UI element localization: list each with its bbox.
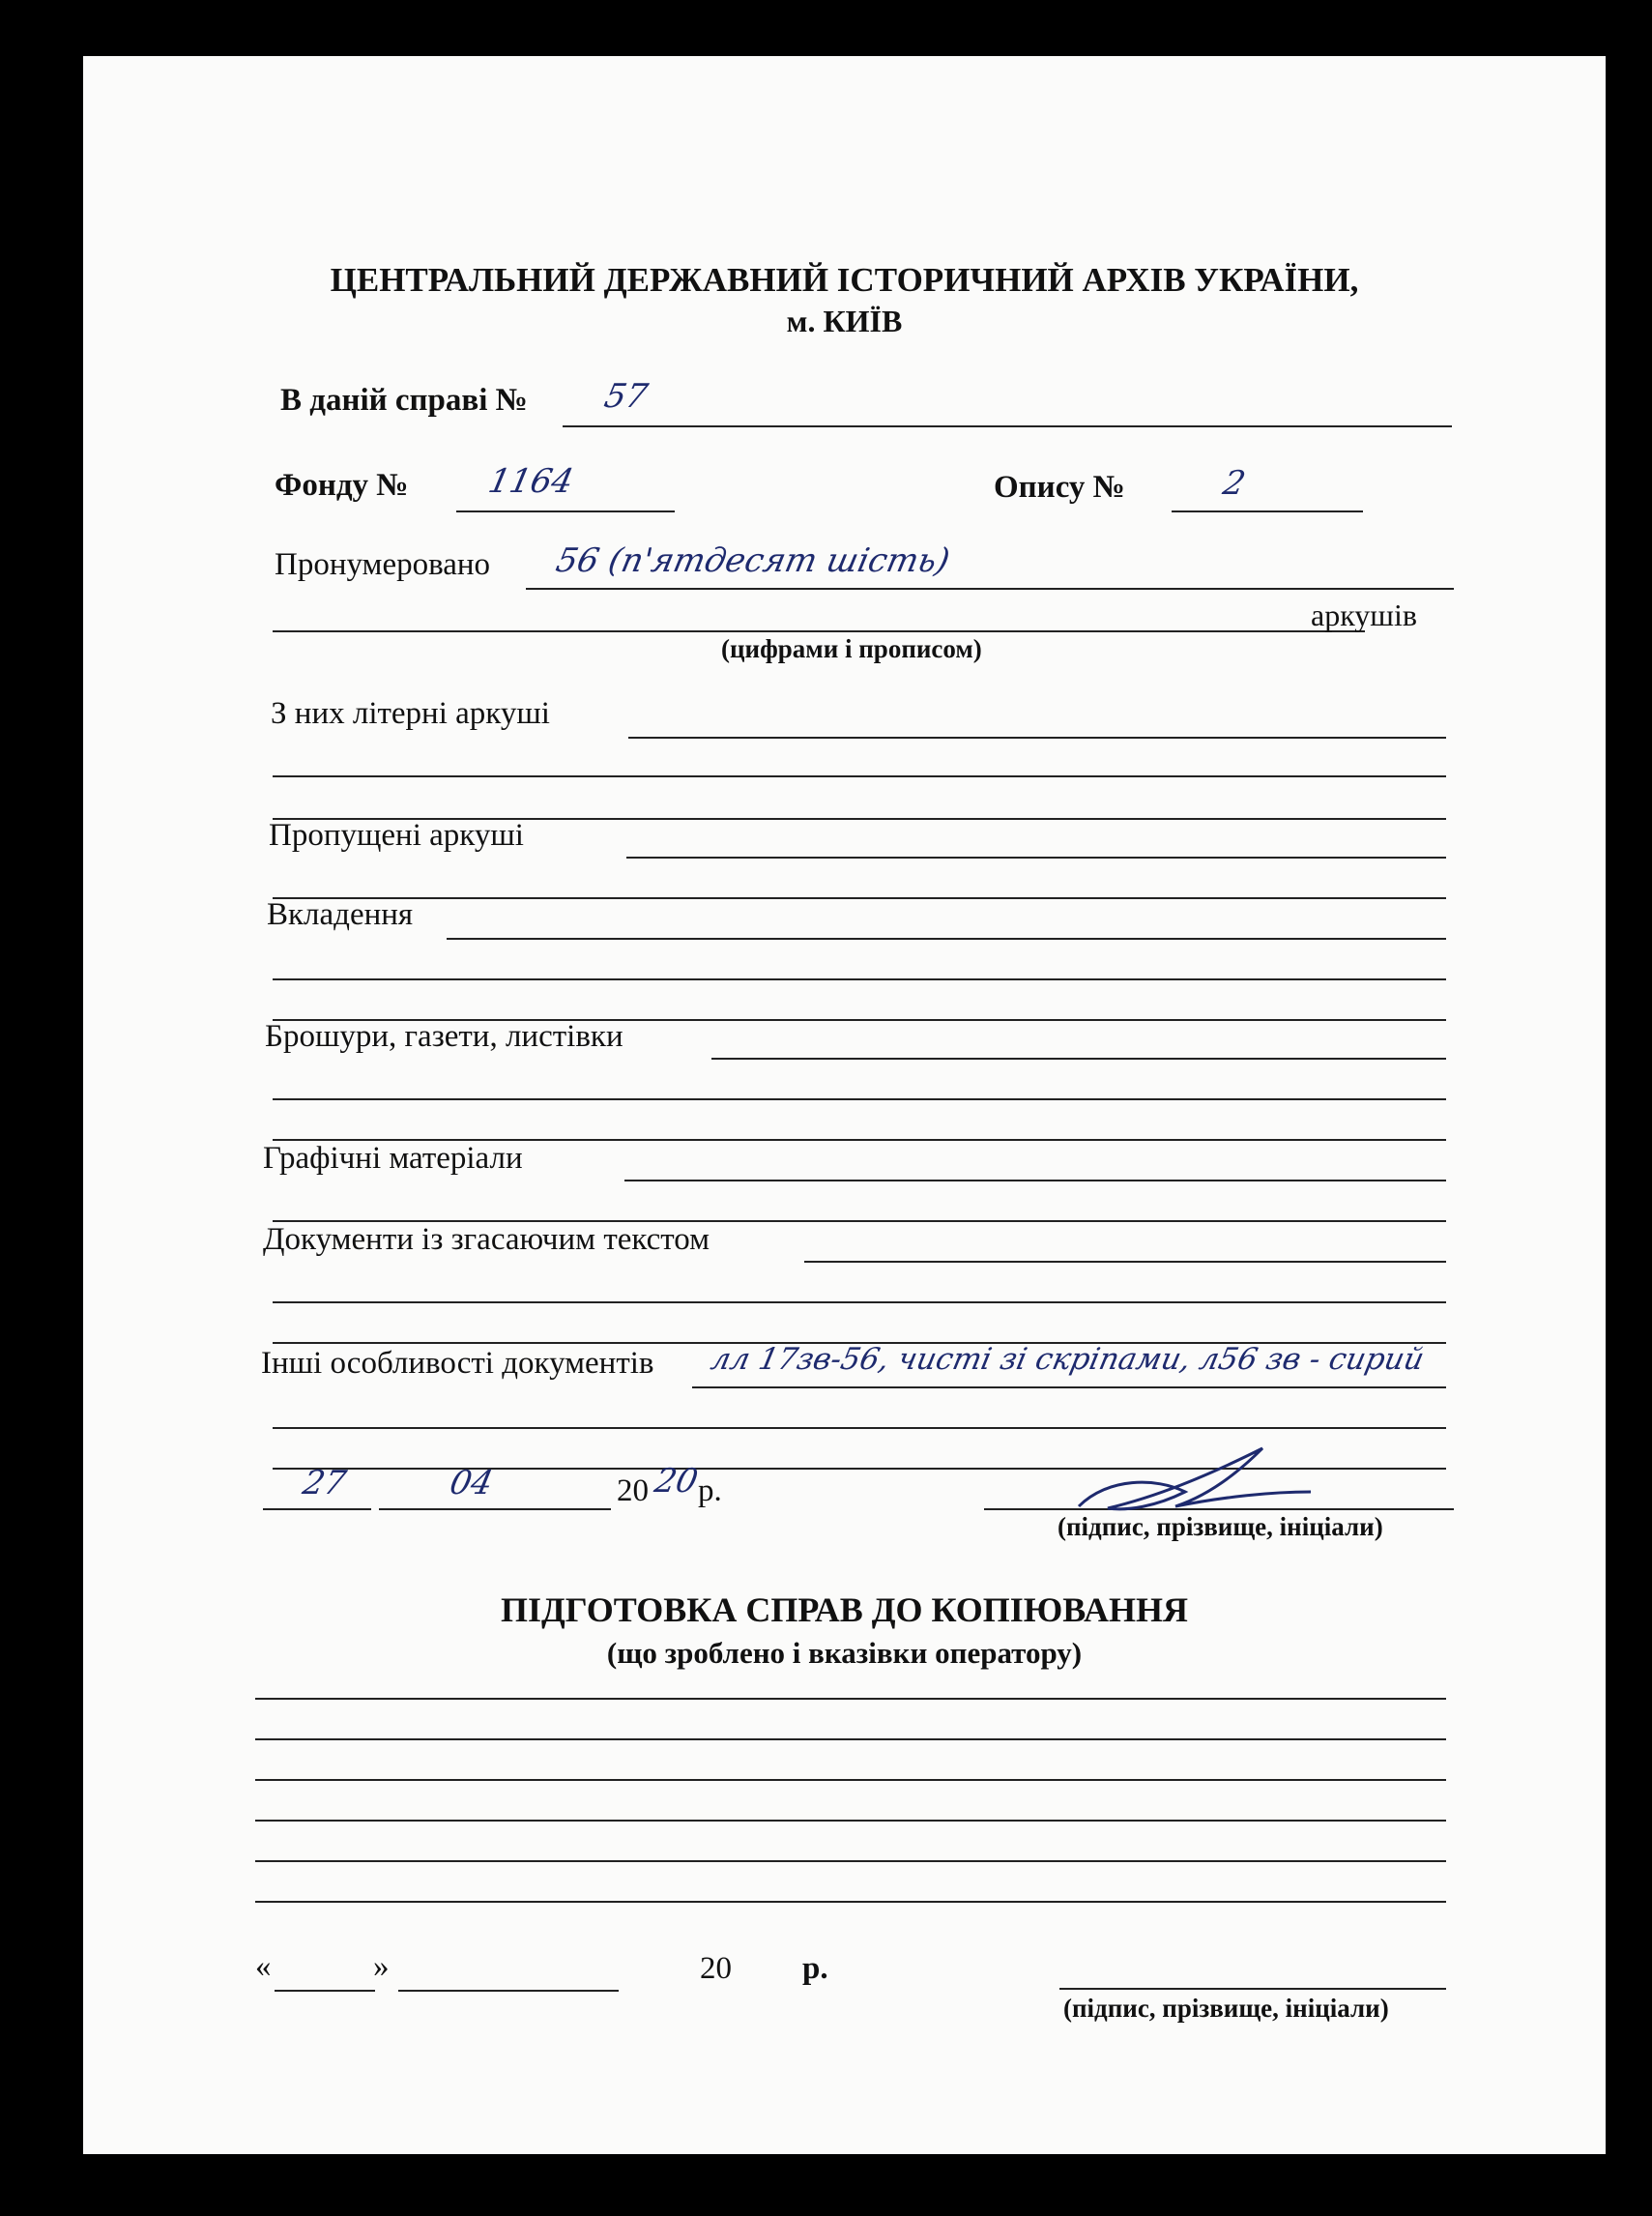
other-features-line-2 bbox=[273, 1427, 1446, 1429]
date1-day-line bbox=[263, 1508, 371, 1510]
fading-text-line-1 bbox=[804, 1261, 1446, 1263]
date1-r: р. bbox=[698, 1473, 722, 1508]
signature2-line bbox=[1059, 1988, 1446, 1990]
date2-open-quote: « bbox=[255, 1949, 272, 1984]
date2-close-quote: » bbox=[373, 1949, 390, 1984]
numbered-value: 56 (п'ятдесят шість) bbox=[552, 541, 954, 580]
fading-text-line-2 bbox=[273, 1301, 1446, 1303]
date1-day: 27 bbox=[299, 1464, 350, 1502]
letter-sheets-line-2 bbox=[273, 775, 1446, 777]
fond-label: Фонду № bbox=[275, 468, 409, 503]
ops-line-6 bbox=[255, 1901, 1446, 1903]
case-number-label: В даній справі № bbox=[280, 383, 528, 418]
fond-value: 1164 bbox=[484, 462, 577, 501]
fond-line bbox=[456, 510, 675, 512]
enclosures-label: Вкладення bbox=[267, 897, 414, 932]
enclosures-line-2 bbox=[273, 978, 1446, 980]
other-features-label: Інші особливості документів bbox=[261, 1346, 654, 1381]
other-features-line-1 bbox=[692, 1386, 1446, 1388]
brochures-line-1 bbox=[711, 1058, 1446, 1060]
archive-form-sheet bbox=[83, 56, 1606, 2154]
date1-month-line bbox=[379, 1508, 611, 1510]
date2-day-line bbox=[275, 1990, 375, 1992]
letter-sheets-label: З них літерні аркуші bbox=[271, 696, 550, 731]
opys-label: Опису № bbox=[994, 470, 1125, 505]
opys-line bbox=[1172, 510, 1363, 512]
missing-sheets-label: Пропущені аркуші bbox=[269, 818, 524, 853]
ops-line-1 bbox=[255, 1698, 1446, 1700]
graphics-line-1 bbox=[624, 1180, 1446, 1181]
date2-year: 20 bbox=[700, 1951, 732, 1986]
numbered-line-2 bbox=[273, 630, 1365, 632]
brochures-label: Брошури, газети, листівки bbox=[265, 1019, 623, 1054]
case-number-line bbox=[563, 425, 1452, 427]
section2-title: ПІДГОТОВКА СПРАВ ДО КОПІЮВАННЯ bbox=[500, 1590, 1189, 1629]
date2-month-line bbox=[398, 1990, 619, 1992]
other-features-value: лл 17зв-56, чисті зі скріпами, л56 зв - сирий bbox=[708, 1342, 1428, 1377]
date2-r: р. bbox=[802, 1951, 828, 1986]
numbered-hint: (цифрами і прописом) bbox=[721, 634, 982, 663]
numbered-label: Пронумеровано bbox=[275, 547, 491, 582]
graphics-label: Графічні матеріали bbox=[263, 1141, 523, 1176]
missing-sheets-line-2 bbox=[273, 897, 1446, 899]
numbered-suffix: аркушів bbox=[1311, 598, 1417, 632]
missing-sheets-line-1 bbox=[626, 857, 1446, 859]
opys-value: 2 bbox=[1219, 464, 1249, 503]
date1-month: 04 bbox=[446, 1464, 497, 1502]
brochures-line-2 bbox=[273, 1098, 1446, 1100]
date1-year-prefix: 20 bbox=[617, 1473, 649, 1508]
fading-text-label: Документи із згасаючим текстом bbox=[263, 1222, 710, 1257]
signature1-caption: (підпис, прізвище, ініціали) bbox=[1058, 1512, 1383, 1541]
enclosures-line-1 bbox=[447, 938, 1446, 940]
ops-line-3 bbox=[255, 1779, 1446, 1781]
case-number-value: 57 bbox=[600, 377, 652, 416]
archive-city: м. КИЇВ bbox=[786, 304, 903, 338]
ops-line-4 bbox=[255, 1820, 1446, 1822]
ops-line-5 bbox=[255, 1860, 1446, 1862]
numbered-line bbox=[526, 588, 1454, 590]
date1-year-suffix: 20 bbox=[651, 1462, 702, 1501]
ops-line-2 bbox=[255, 1738, 1446, 1740]
letter-sheets-line-1 bbox=[628, 737, 1446, 739]
archive-title: ЦЕНТРАЛЬНИЙ ДЕРЖАВНИЙ ІСТОРИЧНИЙ АРХІВ УКРАЇНИ, bbox=[330, 261, 1359, 299]
section2-subtitle: (що зроблено і вказівки оператору) bbox=[606, 1636, 1083, 1670]
signature2-caption: (підпис, прізвище, ініціали) bbox=[1063, 1994, 1389, 2023]
